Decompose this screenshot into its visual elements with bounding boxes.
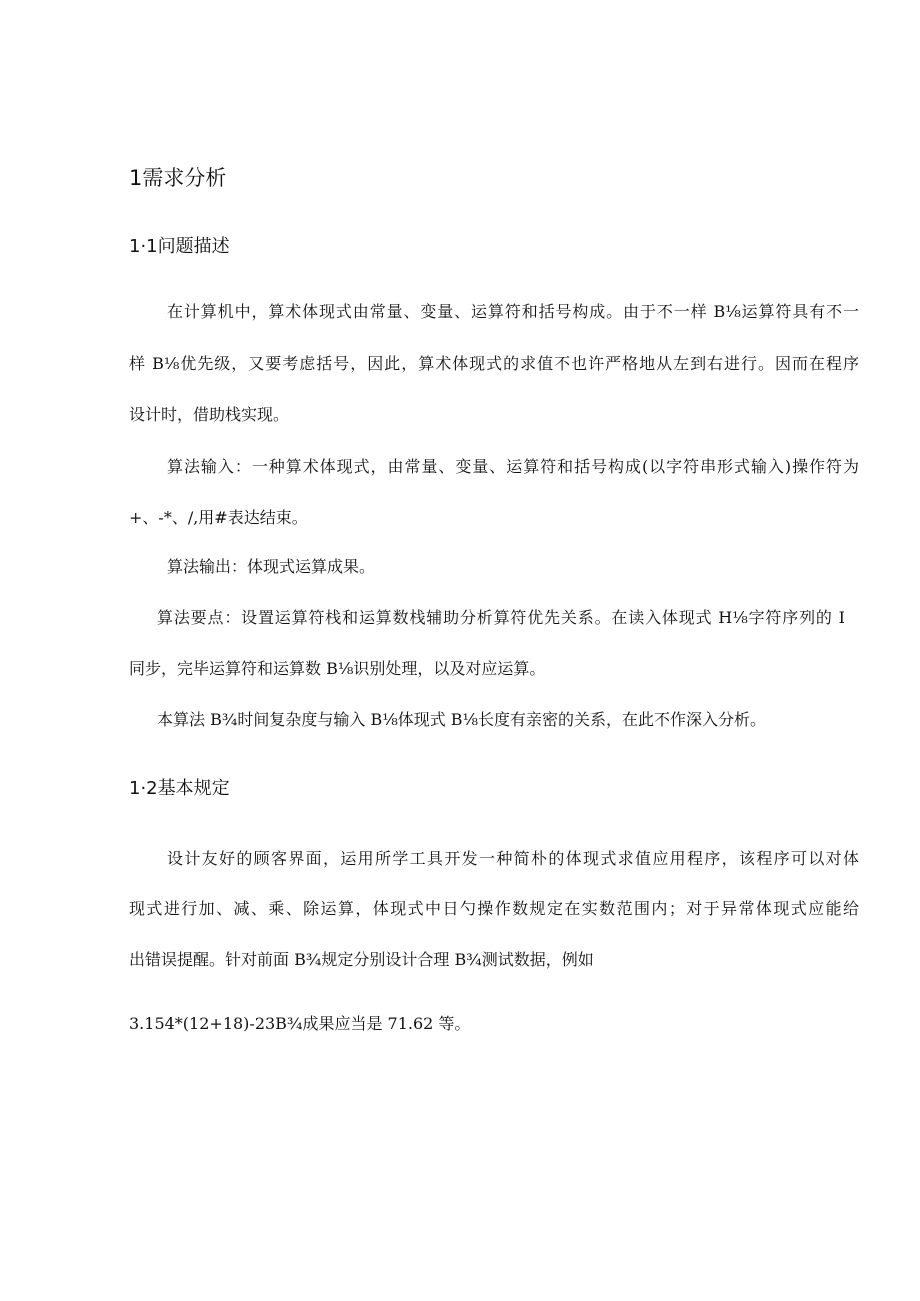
subsection-heading-requirements: 1·2基本规定 bbox=[129, 778, 230, 799]
algorithm-input-line-2: +、-*、/,用#表达结束。 bbox=[129, 508, 308, 527]
problem-paragraph-line-3: 设计时，借助栈实现。 bbox=[129, 405, 290, 424]
requirements-paragraph-line-2: 现式进行加、减、乘、除运算，体现式中日勺操作数规定在实数范围内；对于异常体现式应能给 bbox=[129, 899, 859, 918]
example-expression: 3.154*(12+18)-23B¾成果应当是 71.62 等。 bbox=[129, 1014, 471, 1033]
requirements-paragraph-line-3: 出错误提醒。针对前面 B¾规定分别设计合理 B¾测试数据，例如 bbox=[129, 950, 594, 969]
requirements-paragraph-line-1: 设计友好的顾客界面，运用所学工具开发一种简朴的体现式求值应用程序，该程序可以对体 bbox=[167, 849, 859, 868]
algorithm-output: 算法输出：体现式运算成果。 bbox=[167, 557, 376, 576]
problem-paragraph-line-2: 样 B⅛优先级，又要考虑括号，因此，算术体现式的求值不也许严格地从左到右进行。因而在程序 bbox=[129, 354, 859, 373]
algorithm-points-line-2: 同步，完毕运算符和运算数 B⅛识别处理，以及对应运算。 bbox=[129, 659, 546, 678]
complexity-note: 本算法 B¾时间复杂度与输入 B⅛体现式 B⅛长度有亲密的关系，在此不作深入分析。 bbox=[157, 710, 767, 729]
section-heading: 1需求分析 bbox=[129, 166, 227, 190]
subsection-heading-problem: 1·1问题描述 bbox=[129, 236, 230, 257]
algorithm-input-line-1: 算法输入：一种算术体现式，由常量、变量、运算符和括号构成(以字符串形式输入)操作符为 bbox=[167, 457, 859, 476]
problem-paragraph-line-1: 在计算机中，算术体现式由常量、变量、运算符和括号构成。由于不一样 B⅛运算符具有不一 bbox=[167, 302, 859, 321]
algorithm-points-line-1: 算法要点：设置运算符栈和运算数栈辅助分析算符优先关系。在读入体现式 H⅛字符序列的 I bbox=[157, 608, 845, 627]
